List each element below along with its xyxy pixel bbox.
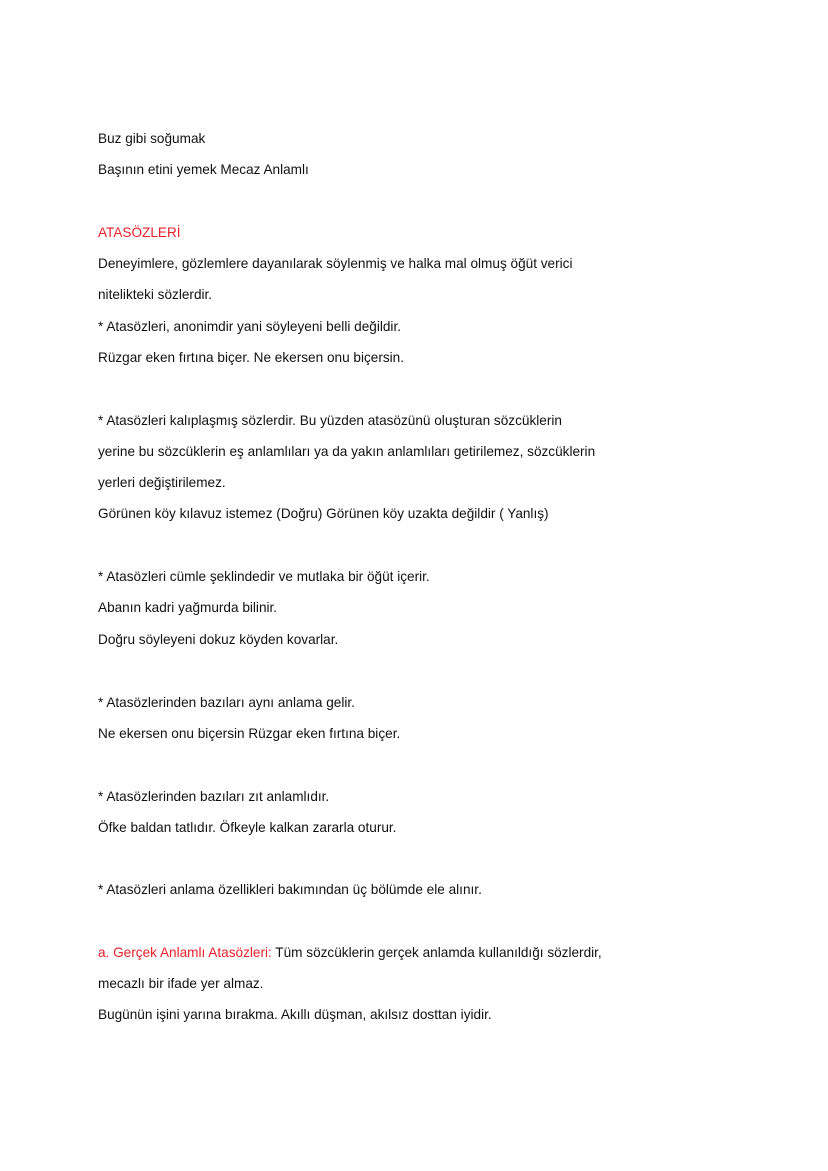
subsection-label: a. Gerçek Anlamlı Atasözleri:: [98, 945, 272, 960]
rule-line: * Atasözlerinden bazıları aynı anlama gelir.: [98, 695, 355, 710]
definition-line: Deneyimlere, gözlemlere dayanılarak söylenmiş ve halka mal olmuş öğüt verici: [98, 256, 573, 271]
example-line: Görünen köy kılavuz istemez (Doğru) Görünen köy uzakta değildir ( Yanlış): [98, 506, 549, 521]
rule-line: yerine bu sözcüklerin eş anlamlıları ya da yakın anlamlıları getirilemez, sözcüklerin: [98, 444, 596, 459]
definition-line: nitelikteki sözlerdir.: [98, 287, 213, 302]
rule-line: * Atasözleri kalıplaşmış sözlerdir. Bu yüzden atasözünü oluşturan sözcüklerin: [98, 413, 562, 428]
subsection-line: [98, 944, 602, 962]
text-line: Başının etini yemek Mecaz Anlamlı: [98, 162, 309, 177]
rule-line: * Atasözleri, anonimdir yani söyleyeni belli değildir.: [98, 319, 401, 334]
text-line: Buz gibi soğumak: [98, 131, 206, 146]
definition-line: mecazlı bir ifade yer almaz.: [98, 976, 264, 991]
rule-line: * Atasözleri cümle şeklindedir ve mutlaka bir öğüt içerir.: [98, 569, 430, 584]
rule-line: * Atasözleri anlama özellikleri bakımından üç bölümde ele alınır.: [98, 882, 482, 897]
section-heading: ATASÖZLERİ: [98, 225, 181, 240]
example-line: Rüzgar eken fırtına biçer. Ne ekersen onu biçersin.: [98, 350, 405, 365]
subsection-text: Tüm sözcüklerin gerçek anlamda kullanıldığı sözlerdir,: [271, 945, 602, 960]
example-line: Bugünün işini yarına bırakma. Akıllı düşman, akılsız dosttan iyidir.: [98, 1007, 492, 1022]
rule-line: * Atasözlerinden bazıları zıt anlamlıdır.: [98, 789, 330, 804]
example-line: Abanın kadri yağmurda bilinir.: [98, 600, 278, 615]
rule-line: yerleri değiştirilemez.: [98, 475, 226, 490]
example-line: Doğru söyleyeni dokuz köyden kovarlar.: [98, 632, 339, 647]
example-line: Ne ekersen onu biçersin Rüzgar eken fırtına biçer.: [98, 726, 401, 741]
example-line: Öfke baldan tatlıdır. Öfkeyle kalkan zararla oturur.: [98, 820, 397, 835]
